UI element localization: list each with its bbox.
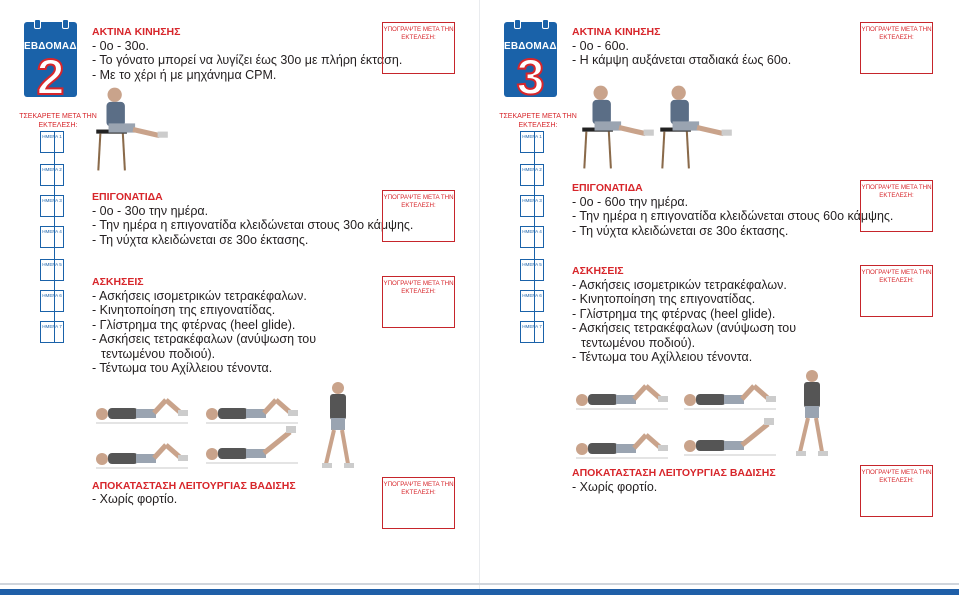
text-line: - Γλίστρημα της φτέρνας (heel glide). [572, 306, 776, 321]
text-line: - Το γόνατο μπορεί να λυγίζει έως 30ο με πλήρη έκταση. [92, 53, 403, 68]
calendar-ring-icon [514, 19, 521, 29]
day-checkbox[interactable]: ΗΜΕΡΑ 3 [40, 195, 64, 217]
section-heading: ΑΣΚΗΣΕΙΣ [572, 265, 624, 277]
day-checkbox[interactable]: ΗΜΕΡΑ 4 [520, 226, 544, 248]
day-checkbox[interactable]: ΗΜΕΡΑ 4 [40, 226, 64, 248]
text-line: - Χωρίς φορτίο. [572, 480, 658, 494]
day-checkbox[interactable]: ΗΜΕΡΑ 1 [40, 131, 64, 153]
day-checkbox[interactable]: ΗΜΕΡΑ 5 [520, 259, 544, 281]
text-line: - Την ημέρα η επιγονατίδα κλειδώνεται στους 60ο κάμψης. [572, 209, 894, 224]
text-line: τεντωμένου ποδιού). [101, 346, 216, 361]
calendar-ring-icon [62, 19, 69, 29]
calendar-ring-icon [542, 19, 549, 29]
text-line: τεντωμένου ποδιού). [581, 335, 696, 350]
footer-divider [0, 583, 959, 585]
achilles-stretch-photo [316, 380, 356, 470]
seated-knee-flexion-photo [648, 80, 740, 172]
signature-box[interactable]: ΥΠΟΓΡΑΨΤΕ ΜΕΤΑ ΤΗΝ ΕΚΤΕΛΕΣΗ: [382, 22, 455, 74]
text-line: - Την ημέρα η επιγονατίδα κλειδώνεται στους 30ο κάμψης. [92, 218, 414, 233]
seated-knee-extension-photo [84, 82, 176, 174]
week-label: ΕΒΔΟΜΑΔΑ [24, 41, 85, 52]
section-heading: ΑΠΟΚΑΤΑΣΤΑΣΗ ΛΕΙΤΟΥΡΓΙΑΣ ΒΑΔΙΣΗΣ [92, 480, 296, 492]
heel-glide-photo [572, 366, 672, 416]
text-line: - 0ο - 30ο την ημέρα. [92, 204, 209, 218]
day-checkbox[interactable]: ΗΜΕΡΑ 2 [40, 164, 64, 186]
straight-leg-raise-photo [680, 410, 780, 460]
text-line: - 0ο - 30ο. [92, 39, 149, 53]
section-heading: ΑΚΤΙΝΑ ΚΙΝΗΣΗΣ [92, 26, 181, 38]
text-line: - Με το χέρι ή με μηχάνημα CPM. [92, 67, 277, 82]
day-checkbox[interactable]: ΗΜΕΡΑ 7 [520, 321, 544, 343]
section-heading: ΑΣΚΗΣΕΙΣ [92, 276, 144, 288]
week-label: ΕΒΔΟΜΑΔΑ [504, 41, 565, 52]
section-body [92, 289, 316, 375]
signature-box[interactable]: ΥΠΟΓΡΑΨΤΕ ΜΕΤΑ ΤΗΝ ΕΚΤΕΛΕΣΗ: [860, 180, 933, 232]
week-3-page [480, 0, 959, 595]
day-checkbox[interactable]: ΗΜΕΡΑ 3 [520, 195, 544, 217]
check-label: ΤΣΕΚΑΡΕΤΕ ΜΕΤΑ ΤΗΝ ΕΚΤΕΛΕΣΗ: [499, 113, 577, 129]
signature-box[interactable]: ΥΠΟΓΡΑΨΤΕ ΜΕΤΑ ΤΗΝ ΕΚΤΕΛΕΣΗ: [860, 22, 933, 74]
signature-box[interactable]: ΥΠΟΓΡΑΨΤΕ ΜΕΤΑ ΤΗΝ ΕΚΤΕΛΕΣΗ: [382, 477, 455, 529]
signature-box[interactable]: ΥΠΟΓΡΑΨΤΕ ΜΕΤΑ ΤΗΝ ΕΚΤΕΛΕΣΗ: [860, 465, 933, 517]
week-badge [24, 22, 85, 105]
section-heading: ΕΠΙΓΟΝΑΤΙΔΑ [572, 182, 643, 194]
text-line: - Ασκήσεις ισομετρικών τετρακέφαλων. [572, 278, 787, 292]
section-heading: ΑΠΟΚΑΤΑΣΤΑΣΗ ΛΕΙΤΟΥΡΓΙΑΣ ΒΑΔΙΣΗΣ [572, 467, 776, 479]
text-line: - Ασκήσεις ισομετρικών τετρακέφαλων. [92, 289, 307, 303]
straight-leg-raise-photo [202, 418, 302, 468]
section-body [572, 39, 791, 68]
week-number: 3 [516, 49, 545, 105]
text-line: - Ασκήσεις τετρακέφαλων (ανύψωση του [572, 321, 797, 336]
calendar-ring-icon [34, 19, 41, 29]
text-line: - Τέντωμα του Αχίλλειου τένοντα. [92, 361, 273, 376]
heel-glide-photo [92, 380, 192, 430]
text-line: - Κινητοποίηση της επιγονατίδας. [92, 303, 276, 318]
text-line: - Η κάμψη αυξάνεται σταδιακά έως 60ο. [572, 53, 792, 68]
heel-slide-photo [92, 425, 192, 475]
text-line: - 0ο - 60ο. [572, 39, 629, 53]
day-checkbox[interactable]: ΗΜΕΡΑ 5 [40, 259, 64, 281]
text-line: - 0ο - 60ο την ημέρα. [572, 195, 689, 209]
quad-set-photo [680, 366, 780, 416]
text-line: - Κινητοποίηση της επιγονατίδας. [572, 292, 756, 307]
section-body [572, 278, 796, 364]
section-body [92, 39, 402, 82]
heel-slide-photo [572, 415, 672, 465]
text-line: - Τέντωμα του Αχίλλειου τένοντα. [572, 350, 753, 365]
text-line: - Χωρίς φορτίο. [92, 492, 178, 506]
text-line: - Ασκήσεις τετρακέφαλων (ανύψωση του [92, 332, 317, 347]
achilles-stretch-photo [790, 368, 830, 458]
footer-bar [0, 589, 959, 595]
signature-box[interactable]: ΥΠΟΓΡΑΨΤΕ ΜΕΤΑ ΤΗΝ ΕΚΤΕΛΕΣΗ: [382, 190, 455, 242]
signature-box[interactable]: ΥΠΟΓΡΑΨΤΕ ΜΕΤΑ ΤΗΝ ΕΚΤΕΛΕΣΗ: [382, 276, 455, 328]
week-2-page [0, 0, 479, 595]
week-badge [504, 22, 565, 105]
day-checkbox[interactable]: ΗΜΕΡΑ 7 [40, 321, 64, 343]
check-label: ΤΣΕΚΑΡΕΤΕ ΜΕΤΑ ΤΗΝ ΕΚΤΕΛΕΣΗ: [19, 113, 97, 129]
week-number: 2 [36, 49, 65, 105]
day-checkbox[interactable]: ΗΜΕΡΑ 2 [520, 164, 544, 186]
text-line: - Τη νύχτα κλειδώνεται σε 30ο έκτασης. [572, 223, 789, 238]
text-line: - Γλίστρημα της φτέρνας (heel glide). [92, 317, 296, 332]
section-heading: ΕΠΙΓΟΝΑΤΙΔΑ [92, 191, 163, 203]
text-line: - Τη νύχτα κλειδώνεται σε 30ο έκτασης. [92, 232, 309, 247]
day-checkbox[interactable]: ΗΜΕΡΑ 1 [520, 131, 544, 153]
section-body [92, 492, 177, 506]
signature-box[interactable]: ΥΠΟΓΡΑΨΤΕ ΜΕΤΑ ΤΗΝ ΕΚΤΕΛΕΣΗ: [860, 265, 933, 317]
section-body [92, 204, 413, 247]
section-body [572, 195, 893, 238]
section-body [572, 480, 657, 494]
day-checkbox[interactable]: ΗΜΕΡΑ 6 [40, 290, 64, 312]
day-checkbox[interactable]: ΗΜΕΡΑ 6 [520, 290, 544, 312]
section-heading: ΑΚΤΙΝΑ ΚΙΝΗΣΗΣ [572, 26, 661, 38]
